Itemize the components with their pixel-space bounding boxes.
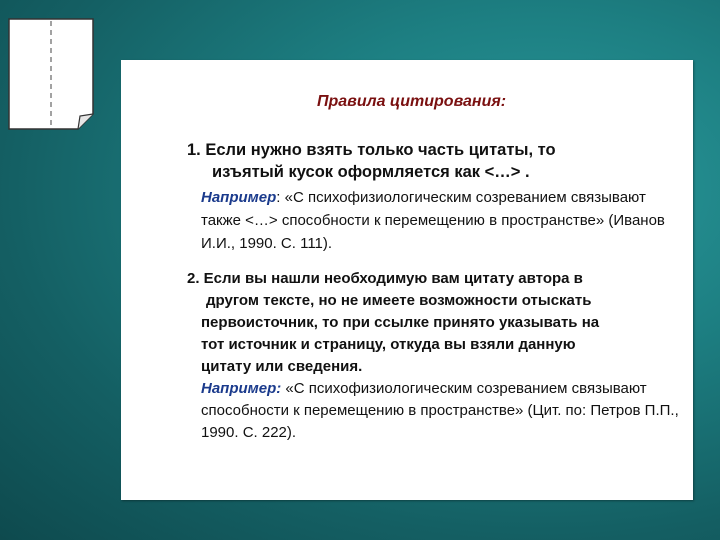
example-1-text: : «С психофизиологическим созреванием связывают также <…> способности к перемещению в пространстве» (Иванов И.И., 1990. С. 111). [201, 189, 665, 252]
example-2-text: «С психофизиологическим созреванием связывают способности к перемещению в пространстве» (Цит. по: Петров П.П., 1990. С. 222). [201, 380, 679, 441]
rule-1 [187, 139, 677, 183]
example-2-label: Например: [201, 380, 282, 397]
rule-2-line-2: другом тексте, но не имеете возможности отыскать [206, 292, 592, 309]
example-1-label: Например [201, 189, 277, 206]
rule-1-line-1: 1. Если нужно взять только часть цитаты, то [187, 141, 556, 159]
folded-page-icon [8, 18, 94, 130]
example-2 [201, 378, 691, 444]
rule-2 [187, 268, 682, 378]
rule-2-line-4: тот источник и страницу, откуда вы взяли данную [201, 336, 576, 353]
rule-2-line-3: первоисточник, то при ссылке принято указывать на [201, 314, 600, 331]
rule-2-line-5: цитату или сведения. [201, 358, 363, 375]
example-1 [201, 186, 681, 255]
page-title: Правила цитирования: [317, 93, 507, 110]
rule-2-line-1: 2. Если вы нашли необходимую вам цитату автора в [187, 270, 583, 287]
rule-1-line-2: изъятый кусок оформляется как <…> . [212, 163, 530, 181]
